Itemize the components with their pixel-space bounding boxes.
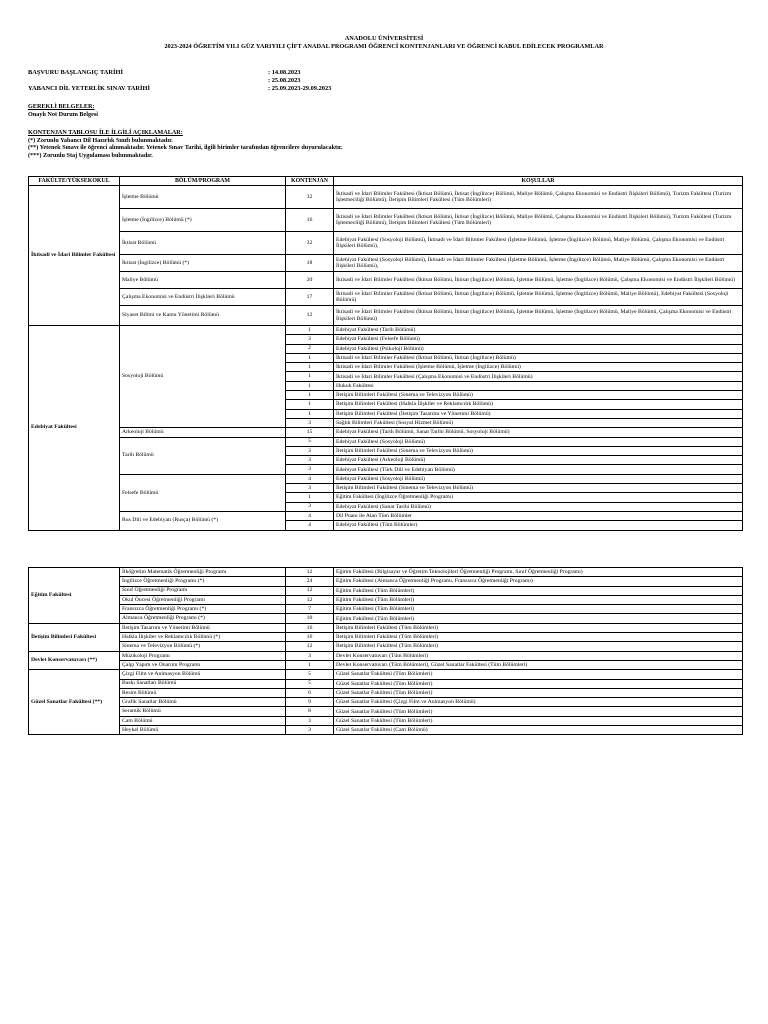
- quota-value: 12: [286, 306, 334, 326]
- quota-value: 1: [286, 326, 334, 335]
- table-row: [29, 642, 743, 651]
- quota-value: 3: [286, 651, 334, 660]
- conditions-text: Güzel Sanatlar Fakültesi (Tüm Bölümleri): [334, 716, 743, 725]
- table-row: [29, 272, 743, 289]
- quota-value: 4: [286, 474, 334, 483]
- table-row: [29, 698, 743, 707]
- conditions-text: İktisadi ve İdari Bilimler Fakültesi (İşletme Bölümü, İşletme (İngilizce) Bölümü): [334, 363, 743, 372]
- conditions-text: Edebiyat Fakültesi (Tarih Bölümü): [334, 326, 743, 335]
- program-name: İşletme (İngilizce) Bölümü (*): [120, 209, 286, 232]
- table-row: [29, 614, 743, 623]
- date-row: [28, 77, 428, 85]
- conditions-text: İletişim Bilimleri Fakültesi (Tüm Bölümleri): [334, 642, 743, 651]
- quota-value: 16: [286, 633, 334, 642]
- quota-table-main: [28, 176, 743, 531]
- program-name: Siyaset Bilimi ve Kamu Yönetimi Bölümü: [120, 306, 286, 326]
- conditions-text: İktisadi ve İdari Bilimler Fakültesi (İktisat Bölümü, İktisat (İngilizce) Bölümü, İşletme Bölümü, İşletme (İngilizce) Bölümü, Maliye Bölümü), Edebiyat Fakültesi (Sosyoloji Bölümü): [334, 289, 743, 306]
- table-row: [29, 209, 743, 232]
- conditions-text: Edebiyat Fakültesi (Sosyoloji Bölümü), İktisadi ve İdari Bilimler Fakültesi (İşletme Bölümü, İşletme (İngilizce) Bölümü, Maliye Bölümü, Çalışma Ekonomisi ve Endüstri İlişkileri Bölümü),: [334, 255, 743, 272]
- notes-section: [28, 129, 343, 159]
- table-row: [29, 660, 743, 669]
- date-row: [28, 85, 428, 93]
- required-docs-heading: GEREKLİ BELGELER:: [28, 103, 95, 110]
- program-name: Sosyoloji Bölümü: [120, 326, 286, 428]
- program-name: Müzikoloji Programı: [120, 651, 286, 660]
- header-program: BÖLÜM/PROGRAM: [120, 177, 286, 186]
- faculty-name: Eğitim Fakültesi: [29, 568, 120, 624]
- header-quota: KONTENJAN: [286, 177, 334, 186]
- quota-value: 12: [286, 595, 334, 604]
- conditions-text: Edebiyat Fakültesi (Sosyoloji Bölümü), İktisadi ve İdari Bilimler Fakültesi (İşletme Bölümü, İşletme (İngilizce) Bölümü, Maliye Bölümü, Çalışma Ekonomisi ve Endüstri İlişkileri Bölümü),: [334, 232, 743, 255]
- table-row: [29, 688, 743, 697]
- table-row: [29, 255, 743, 272]
- conditions-text: Eğitim Fakültesi (Tüm Bölümleri): [334, 595, 743, 604]
- program-name: Resim Bölümü: [120, 688, 286, 697]
- conditions-text: Eğitim Fakültesi (Almanca Öğretmenliği Programı, Fransızca Öğretmenliği Programı): [334, 577, 743, 586]
- table-row: [29, 511, 743, 520]
- quota-value: 3: [286, 418, 334, 427]
- conditions-text: İletişim Bilimleri Fakültesi (Tüm Bölümleri): [334, 623, 743, 632]
- conditions-text: Devlet Konservatuvarı (Tüm Bölümleri), Güzel Sanatlar Fakültesi (Tüm Bölümleri): [334, 660, 743, 669]
- header-conditions: KOŞULLAR: [334, 177, 743, 186]
- quota-value: 3: [286, 465, 334, 474]
- table-row: [29, 707, 743, 716]
- quota-value: 12: [286, 642, 334, 651]
- quota-value: 24: [286, 577, 334, 586]
- conditions-text: İletişim Bilimleri Fakültesi (Sinema ve Televizyon Bölümü): [334, 446, 743, 455]
- faculty-name: İletişim Bilimleri Fakültesi: [29, 623, 120, 651]
- quota-value: 3: [286, 726, 334, 735]
- program-name: İktisat Bölümü: [120, 232, 286, 255]
- quota-value: 1: [286, 660, 334, 669]
- university-title: ANADOLU ÜNİVERSİTESİ: [344, 35, 424, 42]
- quota-value: 16: [286, 209, 334, 232]
- conditions-text: Eğitim Fakültesi (Tüm Bölümleri): [334, 586, 743, 595]
- conditions-text: Edebiyat Fakültesi (Tarih Bölümü, Sanat Tarihi Bölümü, Sosyoloji Bölümü): [334, 428, 743, 437]
- program-name: Almanca Öğretmenliği Programı (*): [120, 614, 286, 623]
- conditions-text: İletişim Bilimleri Fakültesi (Tüm Bölümleri): [334, 633, 743, 642]
- faculty-name: İktisadi ve İdari Bilimler Fakültesi: [29, 186, 120, 326]
- required-doc-item: Onaylı Not Durum Belgesi: [28, 110, 98, 118]
- required-docs-section: [28, 103, 98, 118]
- conditions-text: Dil Puanı ile Alan Tüm Bölümler: [334, 511, 743, 520]
- table-row: [29, 437, 743, 446]
- quota-value: 3: [286, 456, 334, 465]
- table-row: [29, 605, 743, 614]
- table-row: [29, 568, 743, 577]
- conditions-text: Güzel Sanatlar Fakültesi (Tüm Bölümleri): [334, 707, 743, 716]
- program-name: Grafik Sanatlar Bölümü: [120, 698, 286, 707]
- faculty-name: Güzel Sanatlar Fakültesi (**): [29, 670, 120, 735]
- quota-value: 32: [286, 186, 334, 209]
- conditions-text: Edebiyat Fakültesi (Tüm Bölümler): [334, 521, 743, 530]
- conditions-text: Edebiyat Fakültesi (Felsefe Bölümü): [334, 335, 743, 344]
- quota-value: 17: [286, 289, 334, 306]
- date-row: [28, 69, 428, 77]
- table-row: [29, 289, 743, 306]
- table-row: [29, 577, 743, 586]
- note-item: (**) Yetenek Sınavı ile öğrenci alınmaktadır. Yetenek Sınav Tarihi, ilgili birimler tarafından öğrencilere duyurulacaktır.: [28, 144, 343, 151]
- program-name: Baskı Sanatları Bölümü: [120, 679, 286, 688]
- faculty-name: Edebiyat Fakültesi: [29, 326, 120, 531]
- conditions-text: Devlet Konservatuvarı (Tüm Bölümleri): [334, 651, 743, 660]
- table-row: [29, 326, 743, 335]
- table-row: [29, 306, 743, 326]
- quota-value: 12: [286, 586, 334, 595]
- note-item: (***) Zorunlu Staj Uygulaması bulunmaktadır.: [28, 151, 153, 159]
- program-name: Heykel Bölümü: [120, 726, 286, 735]
- quota-value: 1: [286, 372, 334, 381]
- quota-value: 1: [286, 400, 334, 409]
- table-row: [29, 651, 743, 660]
- program-name: Halkla İlişkiler ve Reklamcılık Bölümü (*): [120, 633, 286, 642]
- program-name: Rus Dili ve Edebiyatı (Rusça) Bölümü (*): [120, 511, 286, 530]
- program-name: Fransızca Öğretmenliği Programı (*): [120, 605, 286, 614]
- conditions-text: İletişim Bilimleri Fakültesi (Sinema ve Televizyon Bölümü): [334, 484, 743, 493]
- quota-value: 4: [286, 511, 334, 520]
- quota-value: 5: [286, 437, 334, 446]
- conditions-text: Hukuk Fakültesi: [334, 381, 743, 390]
- quota-value: 1: [286, 353, 334, 362]
- quota-value: 6: [286, 688, 334, 697]
- conditions-text: Edebiyat Fakültesi (Sanat Tarihi Bölümü): [334, 502, 743, 511]
- dates-block: [28, 69, 428, 93]
- conditions-text: İktisadi ve İdari Bilimler Fakültesi (Çalışma Ekonomisi ve Endüstri İlişkileri Bölümü): [334, 372, 743, 381]
- table-row: [29, 474, 743, 483]
- program-name: Seramik Bölümü: [120, 707, 286, 716]
- conditions-text: Güzel Sanatlar Fakültesi (Tüm Bölümleri): [334, 670, 743, 679]
- quota-value: 8: [286, 707, 334, 716]
- conditions-text: İletişim Bilimleri Fakültesi (Halkla İlişkiler ve Reklamcılık Bölümü): [334, 400, 743, 409]
- quota-value: 5: [286, 679, 334, 688]
- quota-value: 12: [286, 568, 334, 577]
- table-row: [29, 716, 743, 725]
- quota-value: 3: [286, 502, 334, 511]
- conditions-text: Güzel Sanatlar Fakültesi (Cam Bölümü): [334, 726, 743, 735]
- quota-value: 2: [286, 344, 334, 353]
- date-value: : 25.09.2023-29.09.2023: [268, 85, 332, 92]
- program-name: Maliye Bölümü: [120, 272, 286, 289]
- quota-value: 3: [286, 335, 334, 344]
- table-row: [29, 186, 743, 209]
- conditions-text: İletişim Bilimleri Fakültesi (İletişim Tasarımı ve Yönetimi Bölümü): [334, 409, 743, 418]
- table-row: [29, 670, 743, 679]
- conditions-text: Edebiyat Fakültesi (Arkeoloji Bölümü): [334, 456, 743, 465]
- table-row: [29, 633, 743, 642]
- conditions-text: Edebiyat Fakültesi (Sosyoloji Bölümü): [334, 437, 743, 446]
- program-name: Cam Bölümü: [120, 716, 286, 725]
- quota-value: 18: [286, 255, 334, 272]
- conditions-text: İktisadi ve İdari Bilimler Fakültesi (İktisat Bölümü, İktisat (İngilizce) Bölümü): [334, 353, 743, 362]
- conditions-text: Güzel Sanatlar Fakültesi (Tüm Bölümleri): [334, 688, 743, 697]
- program-name: Okul Öncesi Öğretmenliği Programı: [120, 595, 286, 604]
- quota-value: 4: [286, 521, 334, 530]
- conditions-text: Güzel Sanatlar Fakültesi (Çizgi Film ve Animasyon Bölümü): [334, 698, 743, 707]
- conditions-text: Edebiyat Fakültesi (Psikoloji Bölümü): [334, 344, 743, 353]
- conditions-text: Eğitim Fakültesi (Tüm Bölümleri): [334, 614, 743, 623]
- program-name: Tarih Bölümü: [120, 437, 286, 474]
- date-label: YABANCI DİL YETERLİK SINAV TARİHİ: [28, 85, 150, 92]
- conditions-text: Eğitim Fakültesi (İngilizce Öğretmenliği Programı): [334, 493, 743, 502]
- quota-value: 1: [286, 493, 334, 502]
- quota-value: 1: [286, 391, 334, 400]
- quota-value: 32: [286, 232, 334, 255]
- table-row: [29, 595, 743, 604]
- header-faculty: FAKÜLTE/YÜKSEKOKUL: [29, 177, 120, 186]
- program-name: İktisat (İngilizce) Bölümü (*): [120, 255, 286, 272]
- conditions-text: İletişim Bilimleri Fakültesi (Sinema ve Televizyon Bölümü): [334, 391, 743, 400]
- quota-value: 9: [286, 698, 334, 707]
- document-subtitle: 2023-2024 ÖĞRETİM YILI GÜZ YARIYILI ÇİFT ANADAL PROGRAMI ÖĞRENCİ KONTENJANLARI VE ÖĞRENCİ KABUL EDİLECEK PROGRAMLAR: [164, 43, 604, 50]
- table-header-row: [29, 177, 743, 186]
- quota-value: 10: [286, 614, 334, 623]
- program-name: Arkeoloji Bölümü: [120, 428, 286, 437]
- quota-value: 20: [286, 272, 334, 289]
- quota-table-secondary: [28, 567, 743, 735]
- quota-value: 5: [286, 670, 334, 679]
- program-name: Sinema ve Televizyon Bölümü (*): [120, 642, 286, 651]
- date-value: : 14.08.2023: [268, 69, 301, 76]
- conditions-text: Güzel Sanatlar Fakültesi (Tüm Bölümleri): [334, 679, 743, 688]
- quota-value: 3: [286, 446, 334, 455]
- quota-value: 15: [286, 428, 334, 437]
- quota-value: 1: [286, 381, 334, 390]
- program-name: Çalışma Ekonomisi ve Endüstri İlişkileri Bölümü: [120, 289, 286, 306]
- quota-value: 1: [286, 409, 334, 418]
- quota-value: 16: [286, 623, 334, 632]
- conditions-text: Eğitim Fakültesi (Tüm Bölümleri): [334, 605, 743, 614]
- date-label: BAŞVURU BAŞLANGIÇ TARİHİ: [28, 69, 123, 76]
- program-name: İşletme Bölümü: [120, 186, 286, 209]
- conditions-text: Eğitim Fakültesi (Bilgisayar ve Öğretim Teknolojileri Öğretmenliği Programı, Sınıf Öğretmenliği Programı): [334, 568, 743, 577]
- conditions-text: Edebiyat Fakültesi (Türk Dili ve Edebiyatı Bölümü): [334, 465, 743, 474]
- program-name: Çalgı Yapım ve Onarımı Programı: [120, 660, 286, 669]
- program-name: Sınıf Öğretmenliği Programı: [120, 586, 286, 595]
- table-row: [29, 623, 743, 632]
- quota-value: 3: [286, 484, 334, 493]
- table-row: [29, 232, 743, 255]
- notes-heading: KONTENJAN TABLOSU İLE İLGİLİ AÇIKLAMALAR:: [28, 129, 183, 136]
- quota-value: 1: [286, 363, 334, 372]
- quota-value: 7: [286, 605, 334, 614]
- program-name: İletişim Tasarımı ve Yönetimi Bölümü: [120, 623, 286, 632]
- faculty-name: Devlet Konservatuvarı (**): [29, 651, 120, 670]
- conditions-text: İktisadi ve İdari Bilimler Fakültesi (İktisat Bölümü, İktisat (İngilizce) Bölümü, Maliye Bölümü, Çalışma Ekonomisi ve Endüstri İlişkileri Bölümü), Turizm Fakültesi (Turizm İşletmeciliği Bölümü), İletişim Bilimleri Fakültesi (Tüm Bölümleri): [334, 209, 743, 232]
- program-name: Çizgi Film ve Animasyon Bölümü: [120, 670, 286, 679]
- conditions-text: İktisadi ve İdari Bilimler Fakültesi (İktisat Bölümü, İktisat (İngilizce) Bölümü, Maliye Bölümü, Çalışma Ekonomisi ve Endüstri İlişkileri Bölümü), Turizm Fakültesi (Turizm İşletmeciliği Bölümü), İletişim Bilimleri Fakültesi (Tüm Bölümleri): [334, 186, 743, 209]
- conditions-text: İktisadi ve İdari Bilimler Fakültesi (İktisat Bölümü, İktisat (İngilizce) Bölümü, İşletme Bölümü, İşletme (İngilizce) Bölümü, Çalışma Ekonomisi ve Endüstri İlişkileri Bölümü): [334, 272, 743, 289]
- quota-value: 3: [286, 716, 334, 725]
- table-row: [29, 586, 743, 595]
- program-name: İlköğretim Matematik Öğretmenliği Programı: [120, 568, 286, 577]
- conditions-text: Sağlık Bilimleri Fakültesi (Sosyal Hizmet Bölümü): [334, 418, 743, 427]
- program-name: Felsefe Bölümü: [120, 474, 286, 511]
- conditions-text: İktisadi ve İdari Bilimler Fakültesi (İktisat Bölümü, İktisat (İngilizce) Bölümü, İşletme Bölümü, İşletme (İngilizce) Bölümü, Maliye Bölümü, Çalışma Ekonomisi ve Endüstri İlişkileri Bölümü): [334, 306, 743, 326]
- program-name: İngilizce Öğretmenliği Programı (*): [120, 577, 286, 586]
- conditions-text: Edebiyat Fakültesi (Sosyoloji Bölümü): [334, 474, 743, 483]
- note-item: (*) Zorunlu Yabancı Dil Hazırlık Sınıfı bulunmaktadır.: [28, 136, 173, 144]
- table-row: [29, 428, 743, 437]
- date-value: : 25.08.2023: [268, 77, 301, 84]
- table-row: [29, 679, 743, 688]
- table-row: [29, 726, 743, 735]
